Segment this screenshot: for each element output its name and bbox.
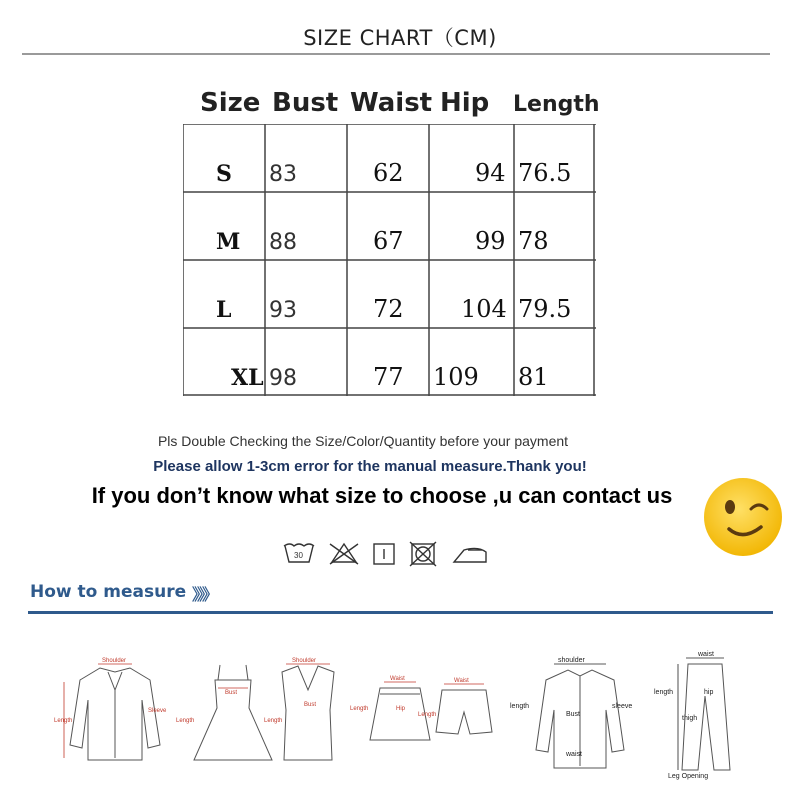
- tumble-dry-icon: [374, 544, 394, 564]
- cell-hip: 104: [461, 295, 507, 323]
- label-length-jacket: length: [510, 703, 530, 710]
- cell-waist: 62: [373, 159, 404, 187]
- cell-waist: 67: [373, 227, 404, 255]
- care-icons: [282, 540, 492, 568]
- label-length-skirt: Length: [350, 706, 369, 712]
- cell-waist: 72: [373, 295, 404, 323]
- cell-size: XL: [231, 365, 264, 391]
- label-hip-skirt: Hip: [396, 706, 406, 712]
- table-row: [183, 124, 596, 191]
- wash-30-label: 30: [294, 551, 303, 560]
- cell-bust: 83: [269, 162, 297, 187]
- label-bust-vest: Bust: [304, 702, 317, 708]
- label-bust-dress: Bust: [225, 690, 238, 696]
- header-hip: Hip: [440, 88, 490, 118]
- label-waist-skirt: Waist: [390, 676, 405, 682]
- cell-size: L: [216, 297, 232, 323]
- label-sleeve: Sleeve: [148, 708, 167, 714]
- cell-length: 79.5: [518, 295, 572, 323]
- table-row: [183, 260, 596, 327]
- cell-bust: 98: [269, 366, 297, 391]
- cell-length: 78: [518, 227, 549, 255]
- double-check-note: Pls Double Checking the Size/Color/Quantity before your payment: [157, 433, 569, 449]
- cell-bust: 93: [269, 298, 297, 323]
- label-sleeve-jacket: sleeve: [612, 703, 633, 710]
- iron-icon: [454, 548, 486, 562]
- label-hip-pants: hip: [704, 689, 714, 696]
- header-waist: Waist: [350, 88, 433, 118]
- cell-waist: 77: [373, 363, 404, 391]
- label-waist-jacket: waist: [566, 751, 582, 758]
- measurement-diagrams: [50, 650, 770, 790]
- how-to-measure-divider: [28, 611, 773, 614]
- header-size: Size: [200, 88, 261, 118]
- how-to-measure-title: How to measure: [30, 582, 187, 602]
- label-shoulder-jacket: shoulder: [558, 657, 585, 664]
- label-waist-pants: waist: [698, 651, 714, 658]
- dress-diagram: [194, 665, 272, 760]
- no-bleach-icon: [330, 544, 358, 564]
- table-row: [183, 192, 596, 259]
- title-divider: [22, 53, 770, 55]
- label-length-dress: Length: [176, 718, 195, 724]
- table-row: [183, 328, 596, 395]
- cell-size: M: [216, 229, 241, 255]
- cell-size: S: [216, 161, 232, 187]
- cell-hip: 94: [475, 159, 506, 187]
- label-shoulder: Shoulder: [102, 658, 127, 664]
- label-leg-opening: Leg Opening: [668, 773, 709, 780]
- error-note: Please allow 1-3cm error for the manual measure.Thank you!: [153, 458, 587, 475]
- cell-bust: 88: [269, 230, 297, 255]
- label-length-pants: length: [654, 689, 674, 696]
- label-waist-shorts: Waist: [454, 678, 469, 684]
- cell-length: 76.5: [518, 159, 572, 187]
- no-dry-clean-icon: [410, 542, 436, 566]
- wink-emoji-icon: [703, 477, 783, 557]
- label-length: Length: [54, 718, 73, 724]
- label-bust-jacket: Bust: [566, 711, 581, 718]
- header-length: Length: [513, 92, 600, 117]
- cell-length: 81: [518, 363, 549, 391]
- cell-hip: 109: [433, 363, 479, 391]
- label-length-shorts: Length: [418, 712, 437, 718]
- header-bust: Bust: [272, 88, 339, 118]
- shorts-diagram: [436, 690, 492, 734]
- contact-note: If you don’t know what size to choose ,u can contact us: [91, 483, 673, 508]
- page-title: SIZE CHART（CM): [303, 26, 497, 50]
- label-length-vest: Length: [264, 718, 283, 724]
- label-thigh-pants: thigh: [682, 715, 698, 722]
- blouse-diagram: [70, 668, 160, 760]
- how-to-measure-arrows: 》》》: [192, 587, 216, 604]
- vest-diagram: [282, 666, 334, 760]
- label-shoulder-vest: Shoulder: [292, 658, 317, 664]
- cell-hip: 99: [475, 227, 506, 255]
